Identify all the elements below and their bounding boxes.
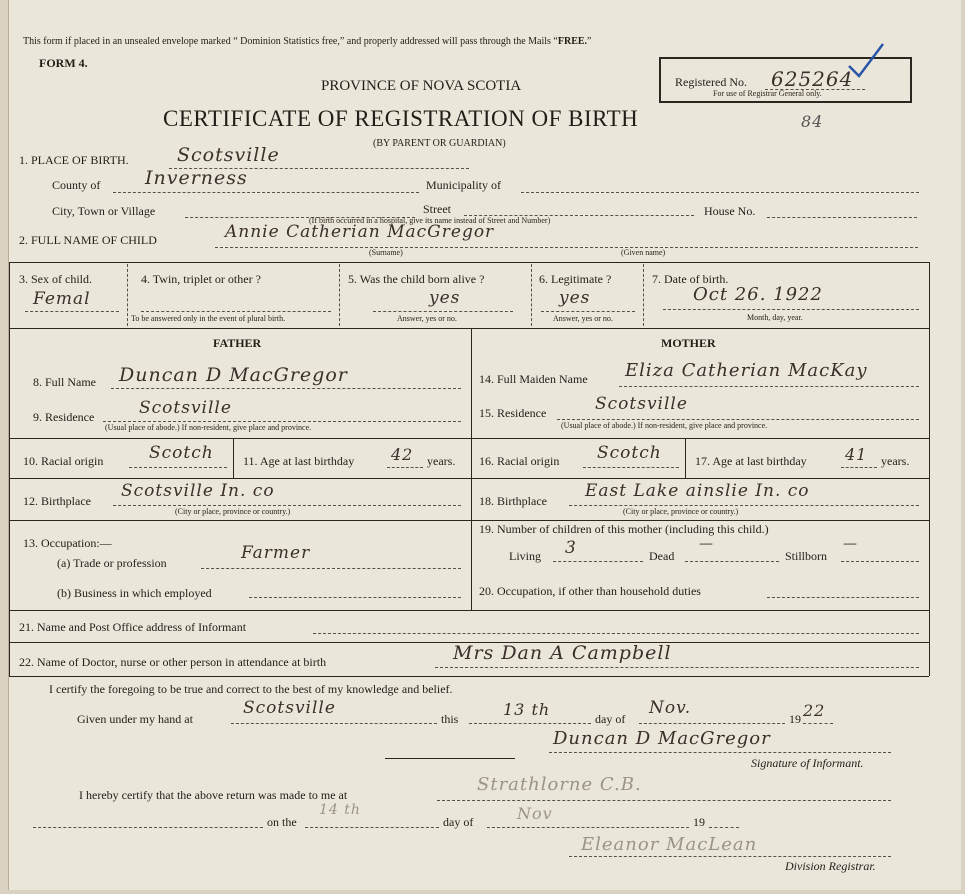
- registrar-signature: Eleanor MacLean: [581, 834, 758, 855]
- this-label: this: [441, 712, 459, 726]
- legitimate-note: Answer, yes or no.: [553, 314, 613, 323]
- registrar-statement: I hereby certify that the above return was made to me at: [79, 788, 348, 802]
- margin-mark: 84: [801, 112, 824, 131]
- mother-birthplace-label: 18. Birthplace: [479, 494, 547, 508]
- legitimate-value: yes: [559, 288, 591, 308]
- legitimate-label: 6. Legitimate ?: [539, 272, 612, 286]
- mother-racial-value: Scotch: [597, 443, 662, 463]
- father-birthplace-note: (City or place, province or country.): [175, 507, 291, 516]
- dead-label: Dead: [649, 549, 675, 563]
- sex-label: 3. Sex of child.: [19, 272, 92, 286]
- mother-birthplace-note: (City or place, province or country.): [623, 507, 739, 516]
- county-label: County of: [52, 178, 101, 192]
- father-age-label: 11. Age at last birthday: [243, 454, 355, 468]
- certification-year-value: 22: [803, 701, 826, 720]
- mother-age-unit: years.: [881, 454, 910, 468]
- date-of-birth-value: Oct 26. 1922: [693, 284, 823, 305]
- county-value: Inverness: [145, 167, 248, 189]
- municipality-label: Municipality of: [426, 178, 501, 192]
- born-alive-note: Answer, yes or no.: [397, 314, 457, 323]
- province-heading: PROVINCE OF NOVA SCOTIA: [321, 78, 522, 94]
- mother-residence-label: 15. Residence: [479, 406, 547, 420]
- registrar-on-the-label: on the: [267, 815, 297, 829]
- mother-age-label: 17. Age at last birthday: [695, 454, 807, 468]
- registrar-day-value: 14 th: [319, 802, 361, 818]
- children-count-label: 19. Number of children of this mother (including this child.): [479, 522, 769, 536]
- place-of-birth-label: 1. PLACE OF BIRTH.: [19, 153, 129, 167]
- registered-label: Registered No.: [675, 75, 747, 89]
- certificate-subtitle: (BY PARENT OR GUARDIAN): [373, 138, 506, 149]
- mother-heading: MOTHER: [661, 336, 716, 350]
- city-label: City, Town or Village: [52, 204, 156, 218]
- registrar-month-value: Nov: [517, 804, 553, 823]
- twin-label: 4. Twin, triplet or other ?: [141, 272, 261, 286]
- hospital-note: (If birth occurred in a hospital, give its name instead of Street and Number): [309, 216, 551, 225]
- certification-year-prefix: 19: [789, 712, 801, 726]
- informant-signature: Duncan D MacGregor: [553, 728, 771, 749]
- registrar-day-of-label: day of: [443, 815, 474, 829]
- certificate-title: CERTIFICATE OF REGISTRATION OF BIRTH: [163, 106, 639, 131]
- father-birthplace-value: Scotsville In. co: [121, 481, 275, 501]
- mail-notice: This form if placed in an unsealed envelope marked “ Dominion Statistics free,” and properly addressed will pass through the Mails “FREE.”: [23, 36, 592, 47]
- trade-value: Farmer: [241, 543, 311, 563]
- father-name-value: Duncan D MacGregor: [119, 364, 348, 386]
- street-label: Street: [423, 202, 451, 216]
- doctor-value: Mrs Dan A Campbell: [453, 642, 672, 664]
- surname-note: (Surname): [369, 248, 403, 257]
- mother-residence-value: Scotsville: [595, 394, 688, 414]
- mother-residence-note: (Usual place of abode.) If non-resident, give place and province.: [561, 421, 768, 430]
- mother-occupation-label: 20. Occupation, if other than household duties: [479, 584, 701, 598]
- mother-birthplace-value: East Lake ainslie In. co: [585, 481, 810, 501]
- certification-month-value: Nov.: [649, 698, 692, 718]
- father-name-label: 8. Full Name: [33, 375, 96, 389]
- father-residence-note: (Usual place of abode.) If non-resident, give place and province.: [105, 423, 312, 432]
- registrar-signature-label: Division Registrar.: [785, 859, 876, 873]
- certification-statement: I certify the foregoing to be true and correct to the best of my knowledge and belief.: [49, 682, 453, 696]
- living-value: 3: [565, 538, 577, 558]
- father-birthplace-label: 12. Birthplace: [23, 494, 91, 508]
- place-of-birth-value: Scotsville: [177, 144, 280, 166]
- occupation-label: 13. Occupation:—: [23, 536, 112, 550]
- certification-day-of-label: day of: [595, 712, 626, 726]
- born-alive-value: yes: [429, 288, 461, 308]
- stillborn-value: —: [843, 536, 858, 552]
- living-label: Living: [509, 549, 541, 563]
- mother-racial-label: 16. Racial origin: [479, 454, 560, 468]
- form-number: FORM 4.: [39, 56, 88, 70]
- father-age-unit: years.: [427, 454, 456, 468]
- mother-age-value: 41: [845, 445, 868, 464]
- informant-label: 21. Name and Post Office address of Informant: [19, 620, 247, 634]
- child-name-label: 2. FULL NAME OF CHILD: [19, 233, 157, 247]
- certificate-paper: [8, 0, 961, 890]
- doctor-label: 22. Name of Doctor, nurse or other person in attendance at birth: [19, 655, 327, 669]
- stillborn-label: Stillborn: [785, 549, 828, 563]
- mother-name-value: Eliza Catherian MacKay: [625, 360, 868, 381]
- father-residence-value: Scotsville: [139, 398, 232, 418]
- registered-number: 625264: [771, 67, 854, 91]
- informant-signature-label: Signature of Informant.: [751, 756, 864, 770]
- given-name-note: (Given name): [621, 248, 666, 257]
- mother-name-label: 14. Full Maiden Name: [479, 372, 588, 386]
- father-age-value: 42: [391, 445, 414, 464]
- father-racial-label: 10. Racial origin: [23, 454, 104, 468]
- sex-value: Femal: [33, 289, 91, 309]
- date-of-birth-label: 7. Date of birth.: [652, 272, 729, 286]
- father-residence-label: 9. Residence: [33, 410, 95, 424]
- father-heading: FATHER: [213, 336, 262, 350]
- given-place-value: Scotsville: [243, 698, 336, 718]
- registrar-note: For use of Registrar General only.: [713, 89, 822, 98]
- born-alive-label: 5. Was the child born alive ?: [348, 272, 485, 286]
- father-racial-value: Scotch: [149, 443, 214, 463]
- twin-note: To be answered only in the event of plural birth.: [131, 314, 286, 323]
- house-label: House No.: [704, 204, 756, 218]
- business-label: (b) Business in which employed: [57, 586, 212, 600]
- date-of-birth-note: Month, day, year.: [747, 313, 803, 322]
- registrar-year-prefix: 19: [693, 815, 705, 829]
- certification-day-value: 13 th: [503, 700, 551, 719]
- given-under-label: Given under my hand at: [77, 712, 193, 726]
- checkmark-icon: [845, 40, 885, 80]
- dead-value: —: [699, 536, 714, 552]
- registrar-place-value: Strathlorne C.B.: [477, 774, 642, 795]
- child-name-value: Annie Catherian MacGregor: [225, 222, 495, 242]
- trade-label: (a) Trade or profession: [57, 556, 167, 570]
